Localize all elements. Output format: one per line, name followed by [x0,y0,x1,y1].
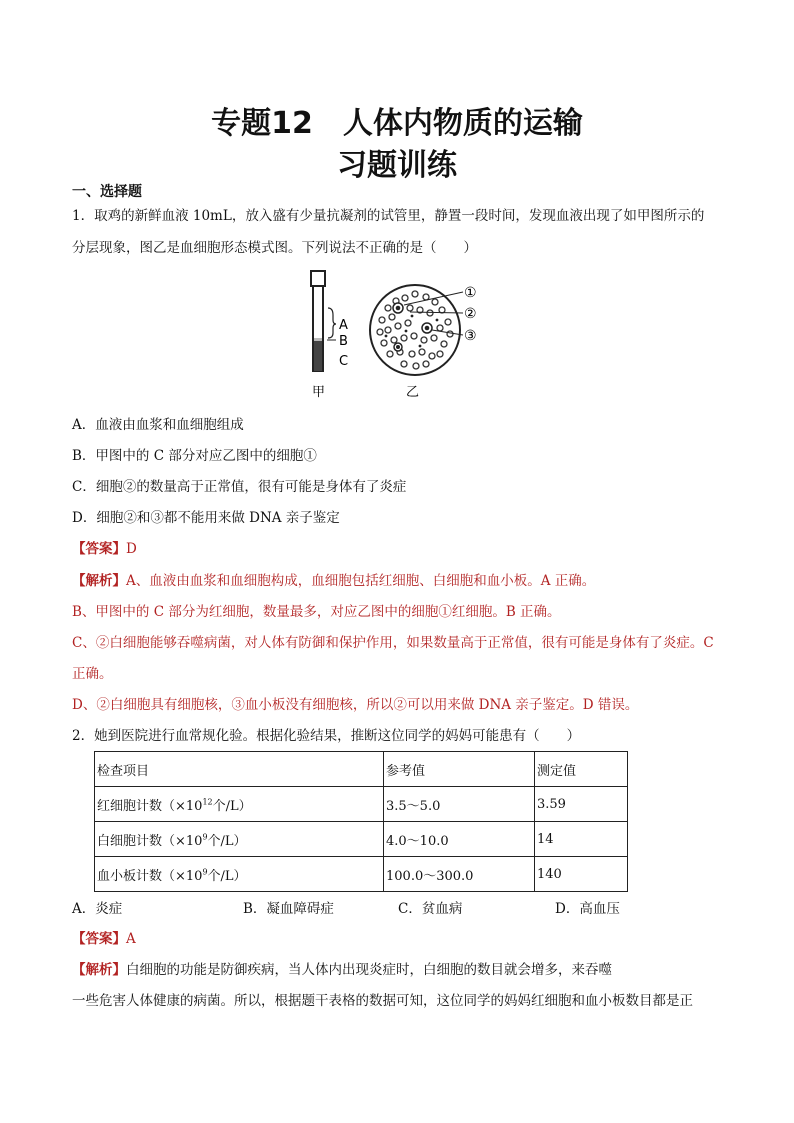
caption-jia: 甲 [312,385,326,400]
q1-option-a: A．血液由血浆和血细胞组成 [72,417,244,433]
q2-option-c: C．贫血病 [398,901,463,917]
table-cell-value: 3.59 [535,787,628,822]
blood-figure [300,268,500,403]
table-row [95,822,628,857]
table-row [95,857,628,892]
analysis-tag: 【解析】 [72,962,126,978]
q1-analysis-line1 [72,571,595,591]
answer-tag: 【答案】 [72,931,126,947]
section-heading: 一、选择题 [72,184,142,200]
q1-analysis-line3: C、②白细胞能够吞噬病菌，对人体有防御和保护作用，如果数量高于正常值，很有可能是身体有了炎症。C [72,635,714,651]
table-cell-ref: 4.0～10.0 [384,822,535,857]
q2-option-a: A．炎症 [72,901,123,917]
tube-cap [311,271,325,286]
table-row [95,787,628,822]
analysis-tag: 【解析】 [72,573,126,589]
blood-smear-circle [370,285,460,375]
q2-stem: 2．她到医院进行血常规化验。根据化验结果，推断这位同学的妈妈可能患有（ ） [72,728,581,744]
q2-answer [72,929,136,949]
analysis-text: 白细胞的功能是防御疾病，当人体内出现炎症时，白细胞的数目就会增多，来吞噬 [126,962,612,978]
q1-stem-line2: 分层现象，图乙是血细胞形态模式图。下列说法不正确的是（ ） [72,240,477,256]
q2-analysis-line2: 一些危害人体健康的病菌。所以，根据题干表格的数据可知，这位同学的妈妈红细胞和血小板数目都是正 [72,993,693,1009]
cell-label-1: ① [464,285,477,301]
q2-analysis-line1 [72,960,612,980]
table-cell-item: 白细胞计数（$\times 10^9$个/L） [95,822,384,857]
table-cell-item: 红细胞计数（$\times 10^{12}$个/L） [95,787,384,822]
q2-option-b: B．凝血障碍症 [243,901,334,917]
answer-value: A [126,931,136,947]
cell-label-2: ② [464,306,477,322]
q1-answer [72,539,137,559]
q1-option-d: D．细胞②和③都不能用来做 DNA 亲子鉴定 [72,510,340,526]
q1-analysis-line4: 正确。 [72,666,113,682]
table-header: 测定值 [535,752,628,787]
tube-layer-c [314,341,322,371]
tube-label-c: C [339,354,349,369]
q1-option-b: B．甲图中的 C 部分对应乙图中的细胞① [72,448,317,464]
page-subtitle: 习题训练 [337,148,457,183]
tube-label-a: A [339,318,348,333]
table-header: 参考值 [384,752,535,787]
q2-option-d: D．高血压 [555,901,620,917]
answer-value: D [126,541,137,557]
table-cell-item: 血小板计数（$\times 10^9$个/L） [95,857,384,892]
table-cell-value: 14 [535,822,628,857]
q1-analysis-line5: D、②白细胞具有细胞核，③血小板没有细胞核，所以②可以用来做 DNA 亲子鉴定。D 错误。 [72,697,639,713]
table-cell-ref: 100.0～300.0 [384,857,535,892]
table-header-row [95,752,628,787]
blood-test-table [94,751,628,892]
table-cell-ref: 3.5～5.0 [384,787,535,822]
tube-label-b: B [339,334,348,349]
page-title: 专题12 人体内物质的运输 [211,106,583,141]
table-header: 检查项目 [95,752,384,787]
cell-label-3: ③ [464,328,477,344]
q1-stem-line1: 1．取鸡的新鲜血液 10mL，放入盛有少量抗凝剂的试管里，静置一段时间，发现血液出现了如甲图所示的 [72,208,705,224]
analysis-text: A、血液由血浆和血细胞构成，血细胞包括红细胞、白细胞和血小板。A 正确。 [126,573,596,589]
q1-option-c: C．细胞②的数量高于正常值，很有可能是身体有了炎症 [72,479,407,495]
tube-layer-b [314,338,322,341]
answer-tag: 【答案】 [72,541,126,557]
q1-analysis-line2: B、甲图中的 C 部分为红细胞，数量最多，对应乙图中的细胞①红细胞。B 正确。 [72,604,561,620]
caption-yi: 乙 [406,385,420,400]
table-cell-value: 140 [535,857,628,892]
